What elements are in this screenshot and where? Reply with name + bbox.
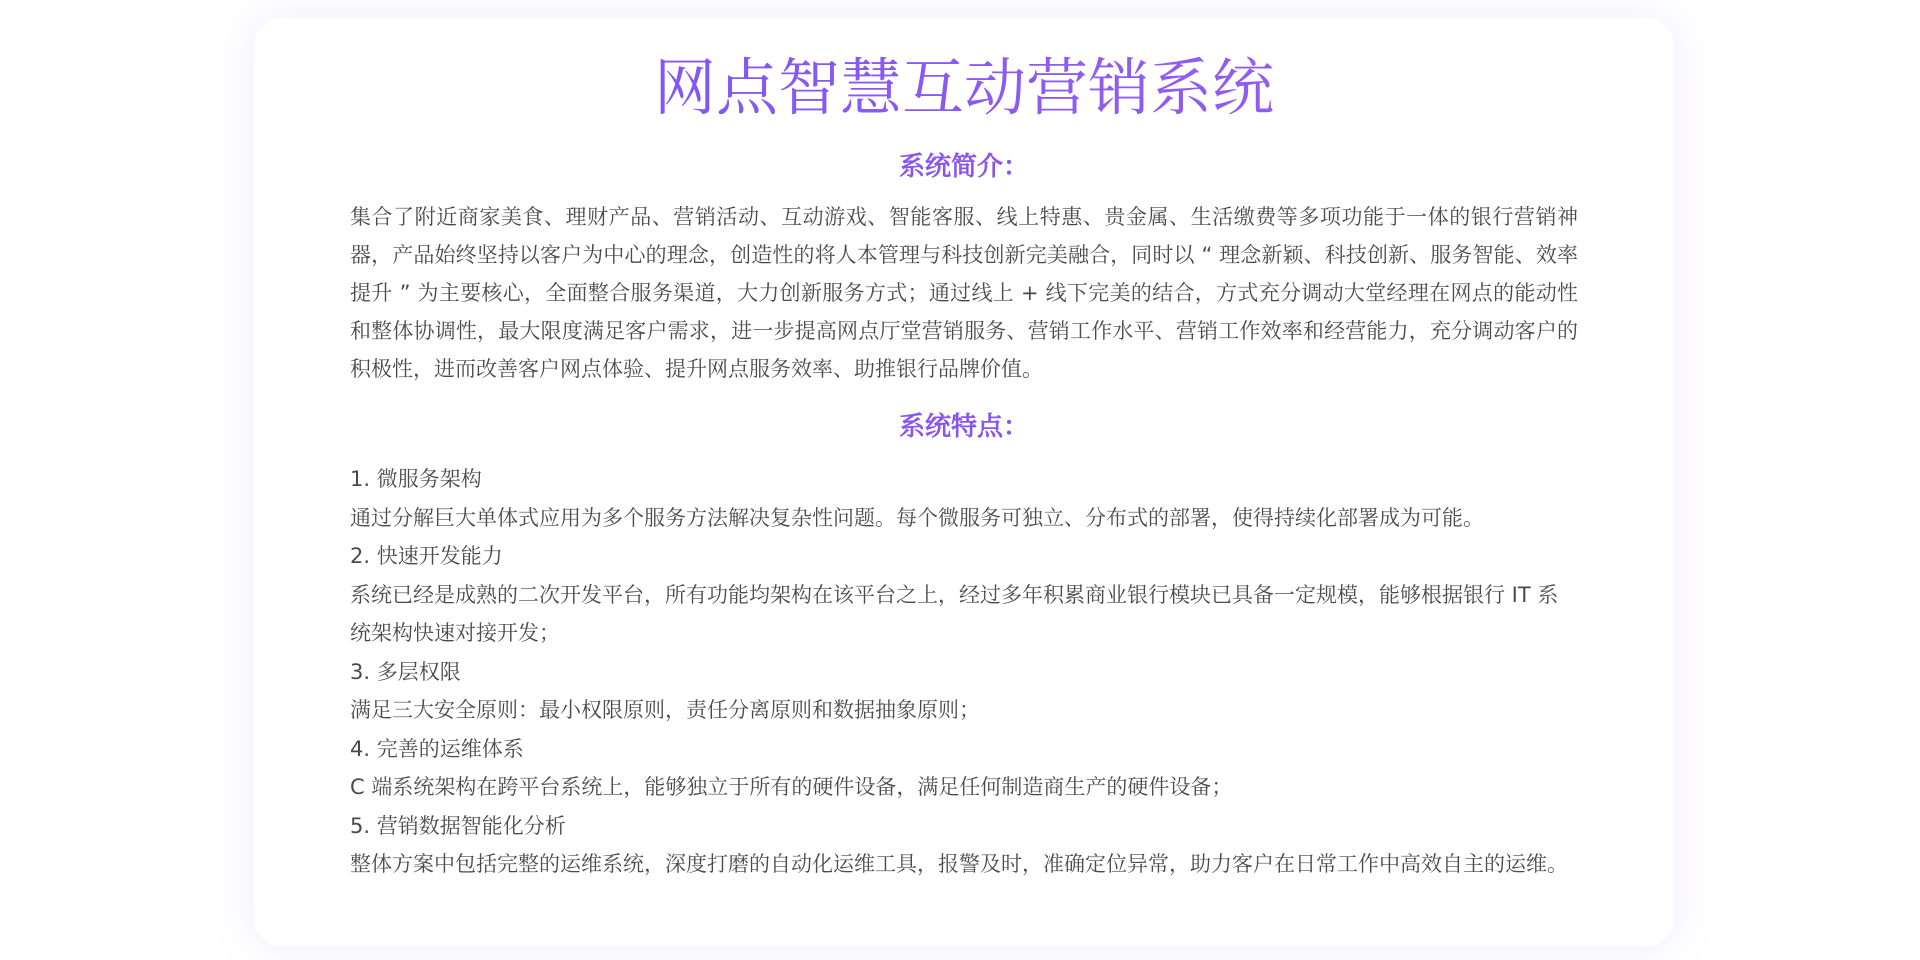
feature-title: 3. 多层权限 <box>350 659 461 684</box>
feature-item <box>350 537 1578 653</box>
feature-description: 通过分解巨大单体式应用为多个服务方法解决复杂性问题。每个微服务可独立、分布式的部署，使得持续化部署成为可能。 <box>350 505 1484 530</box>
feature-description: 整体方案中包括完整的运维系统，深度打磨的自动化运维工具，报警及时，准确定位异常，助力客户在日常工作中高效自主的运维。 <box>350 852 1568 876</box>
feature-item <box>350 460 1578 537</box>
feature-description: 满足三大安全原则：最小权限原则，责任分离原则和数据抽象原则； <box>350 698 980 722</box>
feature-item <box>350 807 1578 884</box>
feature-description: C 端系统架构在跨平台系统上，能够独立于所有的硬件设备，满足任何制造商生产的硬件设备； <box>350 775 1233 799</box>
feature-item <box>350 730 1578 807</box>
page-title: 网点智慧互动营销系统 <box>350 46 1578 130</box>
feature-title: 4. 完善的运维体系 <box>350 736 524 761</box>
intro-paragraph: 集合了附近商家美食、理财产品、营销活动、互动游戏、智能客服、线上特惠、贵金属、生活缴费等多项功能于一体的银行营销神器，产品始终坚持以客户为中心的理念，创造性的将人本管理与科技创新完美融合，同时以 “ 理念新颖、科技创新、服务智能、效率提升 ” 为主要核心，全面整合服务渠道，大力创新服务方式；通过线上 + 线下完美的结合，方式充分调动大堂经理在网点的能动性和整体协调性，最大限度满足客户需求，进一步提高网点厅堂营销服务、营销工作水平、营销工作效率和经营能力，充分调动客户的积极性，进而改善客户网点体验、提升网点服务效率、助推银行品牌价值。 <box>350 205 1578 381</box>
feature-title: 1. 微服务架构 <box>350 467 482 491</box>
feature-item <box>350 653 1578 730</box>
features-heading: 系统特点： <box>898 412 1029 442</box>
feature-description: 系统已经是成熟的二次开发平台，所有功能均架构在该平台之上，经过多年积累商业银行模块已具备一定规模，能够根据银行 IT 系统架构快速对接开发； <box>350 582 1559 645</box>
content-card <box>254 18 1674 946</box>
feature-title: 2. 快速开发能力 <box>350 544 503 568</box>
feature-list <box>350 460 1578 884</box>
intro-heading: 系统简介： <box>898 152 1029 182</box>
feature-title: 5. 营销数据智能化分析 <box>350 813 566 838</box>
